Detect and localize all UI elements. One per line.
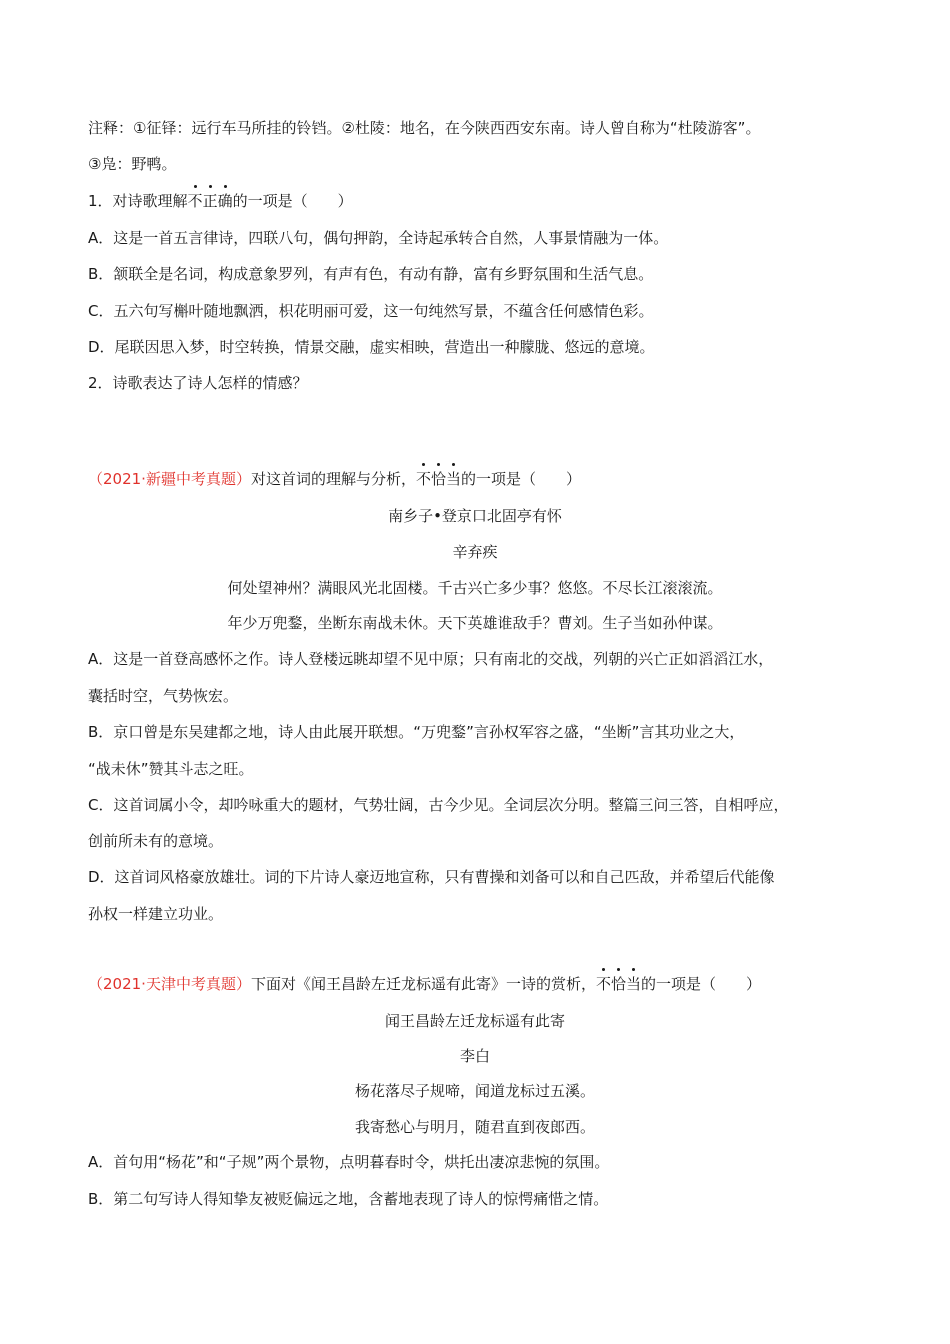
emphasis-char: 当 — [626, 975, 642, 993]
option-line: D．这首词风格豪放雄壮。词的下片诗人豪迈地宣称，只有曹操和刘备可以和自己匹敌，并希望后代能像 — [88, 868, 775, 886]
question-xinjiang-stem — [88, 469, 890, 489]
question-tianjin-stem — [88, 974, 890, 994]
emphasis-char: 正 — [202, 192, 218, 210]
question-1-option-d: D．尾联因思入梦，时空转换，情景交融，虚实相映，营造出一种朦胧、悠远的意境。 — [88, 338, 655, 356]
source-tag: （2021·天津中考真题） — [88, 975, 251, 993]
stem-suffix: 的一项是（ ） — [641, 975, 762, 993]
poem-line: 我寄愁心与明月，随君直到夜郎西。 — [354, 1118, 595, 1136]
option-b: B．第二句写诗人得知挚友被贬偏远之地，含蓄地表现了诗人的惊愕痛惜之情。 — [88, 1190, 609, 1208]
emphasis-char: 确 — [217, 192, 233, 210]
question-1-option-a: A．这是一首五言律诗，四联八句，偶句押韵，全诗起承转合自然，人事景情融为一体。 — [88, 229, 669, 247]
stem-suffix: 的一项是（ ） — [461, 470, 582, 488]
poem-title: 闻王昌龄左迁龙标遥有此寄 — [384, 1012, 565, 1030]
poem-author: 辛弃疾 — [452, 543, 498, 561]
annotation-note-line: 注释：①征铎：远行车马所挂的铃铛。②杜陵：地名，在今陕西西安东南。诗人曾自称为“杜陵游客”。 — [88, 119, 761, 137]
question-1-option-c: C．五六句写槲叶随地飘洒，枳花明丽可爱，这一句纯然写景，不蕴含任何感情色彩。 — [88, 302, 654, 320]
option-line: 囊括时空，气势恢宏。 — [88, 687, 239, 705]
question-1-prefix: 1．对诗歌理解 — [88, 192, 188, 210]
option-line: A．这是一首登高感怀之作。诗人登楼远眺却望不见中原；只有南北的交战，列朝的兴亡正如滔滔江水， — [88, 650, 774, 668]
stem-prefix: 下面对《闻王昌龄左迁龙标遥有此寄》一诗的赏析， — [250, 975, 596, 993]
emphasis-char: 不 — [595, 975, 611, 993]
source-tag: （2021·新疆中考真题） — [88, 470, 251, 488]
poem-line: 何处望神州？满眼风光北固楼。千古兴亡多少事？悠悠。不尽长江滚滚流。 — [227, 579, 723, 597]
emphasis-char: 恰 — [610, 975, 626, 993]
poem-line: 年少万兜鍪，坐断东南战未休。天下英雄谁敌手？曹刘。生子当如孙仲谋。 — [227, 614, 723, 632]
option-a: A．首句用“杨花”和“子规”两个景物，点明暮春时令，烘托出凄凉悲惋的氛围。 — [88, 1153, 610, 1171]
annotation-note-line: ③凫：野鸭。 — [88, 155, 177, 173]
question-2-stem: 2．诗歌表达了诗人怎样的情感？ — [88, 374, 308, 392]
poem-line: 杨花落尽子规啼，闻道龙标过五溪。 — [354, 1082, 595, 1100]
question-1-stem — [88, 191, 890, 211]
option-line: “战未休”赞其斗志之旺。 — [88, 760, 254, 778]
emphasis-char: 当 — [446, 470, 462, 488]
question-1-suffix: 的一项是（ ） — [232, 192, 353, 210]
stem-prefix: 对这首词的理解与分析， — [250, 470, 416, 488]
emphasis-char: 不 — [187, 192, 203, 210]
poem-author: 李白 — [459, 1047, 490, 1065]
option-line: B．京口曾是东吴建都之地，诗人由此展开联想。“万兜鍪”言孙权军容之盛，“坐断”言其功业之大， — [88, 723, 745, 741]
poem-title: 南乡子•登京口北固亭有怀 — [388, 507, 562, 525]
emphasis-char: 恰 — [430, 470, 446, 488]
question-1-option-b: B．颔联全是名词，构成意象罗列，有声有色，有动有静，富有乡野氛围和生活气息。 — [88, 265, 654, 283]
emphasis-char: 不 — [415, 470, 431, 488]
option-line: 创前所未有的意境。 — [88, 832, 224, 850]
option-line: 孙权一样建立功业。 — [88, 905, 224, 923]
option-line: C．这首词属小令，却吟咏重大的题材，气势壮阔，古今少见。全词层次分明。整篇三问三答，自相呼应， — [88, 796, 789, 814]
